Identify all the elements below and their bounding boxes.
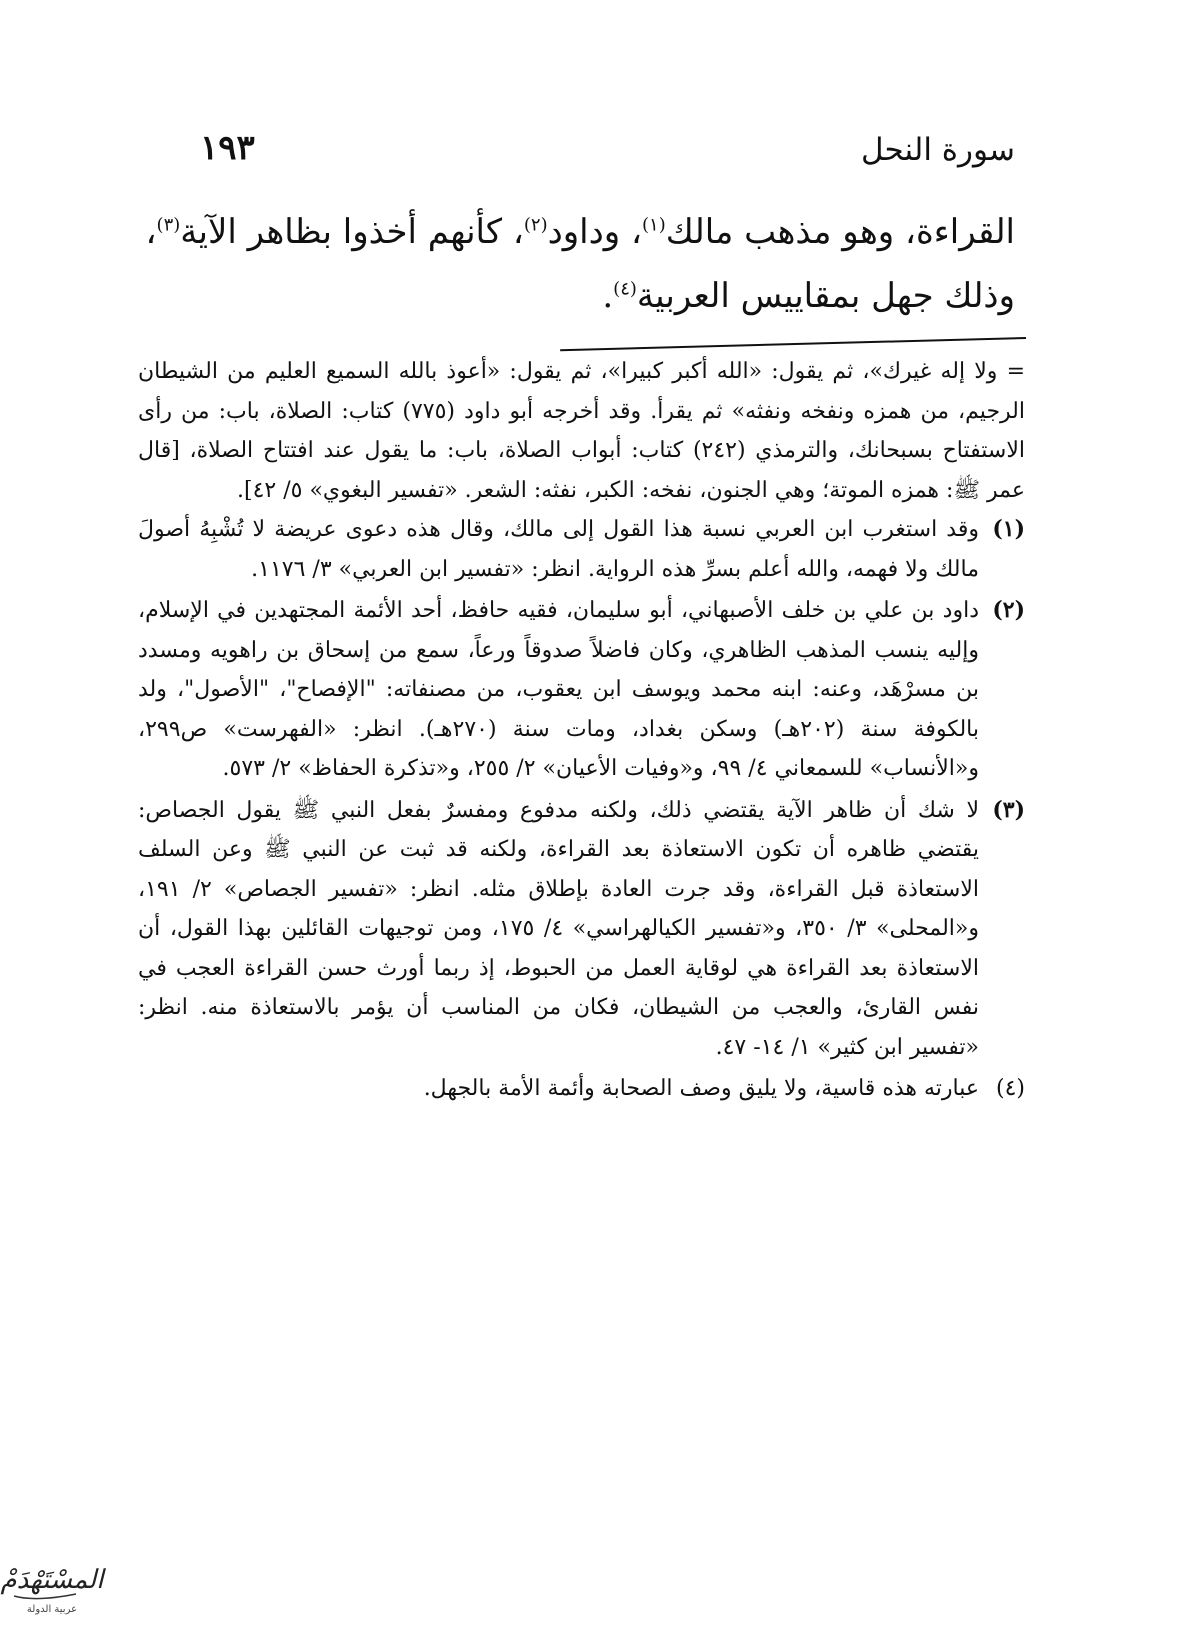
footnote-ref-1[interactable]: (١) xyxy=(641,214,666,236)
svg-text:عربية الدولة: عربية الدولة xyxy=(26,1604,78,1615)
footnote-ref-2[interactable]: (٢) xyxy=(523,214,548,236)
footnote-ref-4[interactable]: (٤) xyxy=(613,278,637,300)
footnote-number: (٣) xyxy=(992,796,1025,823)
footnote-separator xyxy=(560,337,1026,351)
footnote-1 xyxy=(138,510,1025,589)
surah-title: سورة النحل xyxy=(861,132,1015,168)
publisher-logo xyxy=(0,1548,104,1622)
main-line-1: القراءة، وهو مذهب مالك$^{(١)}$، وداود$^{(٢)}$، كأنهم أخذوا بظاهر الآية$^{(٣)}$، xyxy=(145,212,1015,252)
footnote-text: لا شك أن ظاهر الآية يقتضي ذلك، ولكنه مدفوع ومفسرٌ بفعل النبي ﷺ يقول الجصاص: يقتضي ظاهره أن تكون الاستعاذة بعد القراءة، ولكنه قد ثبت عن النبي ﷺ وعن السلف الاستعاذة قبل القراءة، وقد جرت العادة بإطلاق مثله. انظر: «تفسير الجصاص» ٢/ ١٩١، و«المحلى» ٣/ ٣٥٠، و«تفسير الكيالهراسي» ٤/ ١٧٥، ومن توجيهات القائلين بهذا القول، أن الاستعاذة بعد القراءة هي لوقاية العمل من الحبوط، إذ ربما أورث حسن القراءة العجب في نفس القارئ، والعجب من الشيطان، فكان من المناسب أن يؤمر بالاستعاذة منه. انظر: «تفسير ابن كثير» ١/ ١٤- ٤٧. xyxy=(138,797,980,1060)
footnote-number: (١) xyxy=(992,516,1025,542)
main-line-2: وذلك جهل بمقاييس العربية$^{(٤)}$. xyxy=(602,276,1015,316)
svg-text:المسْتَهْدَمْ: المسْتَهْدَمْ xyxy=(0,1565,104,1595)
footnote-text: داود بن علي بن خلف الأصبهاني، أبو سليمان، فقيه حافظ، أحد الأئمة المجتهدين في الإسلام، وإليه ينسب المذهب الظاهري، وكان فاضلاً صدوقاً ورعاً، سمع من إسحاق بن راهويه ومسدد بن مسرْهَد، وعنه: ابنه محمد ويوسف ابن يعقوب، من مصنفاته: "الإفصاح"، "الأصول"، ولد بالكوفة سنة (٢٠٢هـ) وسكن بغداد، ومات سنة (٢٧٠هـ). انظر: «الفهرست» ص٢٩٩، و«الأنساب» للسمعاني ٤/ ٩٩، و«وفيات الأعيان» ٢/ ٢٥٥، و«تذكرة الحفاظ» ٢/ ٥٧٣. xyxy=(138,598,979,781)
footnotes xyxy=(138,352,1025,1109)
main-text xyxy=(140,200,1015,328)
page-header xyxy=(200,128,1015,188)
footnote-text: وقد استغرب ابن العربي نسبة هذا القول إلى مالك، وقال هذه دعوى عريضة لا تُشْبِهُ أصولَ مالك ولا فهمه، والله أعلم بسرِّ هذه الرواية. انظر: «تفسير ابن العربي» ٣/ ١١٧٦. xyxy=(138,517,979,582)
footnote-3 xyxy=(138,791,1025,1068)
page-number: ١٩٣ xyxy=(200,128,255,168)
footnote-text: عبارته هذه قاسية، ولا يليق وصف الصحابة وأئمة الأمة بالجهل. xyxy=(423,1076,979,1101)
footnote-4 xyxy=(138,1069,1025,1109)
footnote-2 xyxy=(138,591,1025,789)
footnote-ref-3[interactable]: (٣) xyxy=(156,214,181,236)
footnote-number: (٤) xyxy=(995,1076,1025,1101)
footnote-number: (٢) xyxy=(992,597,1025,623)
footnote-continuation: = ولا إله غيرك»، ثم يقول: «الله أكبر كبيرا»، ثم يقول: «أعوذ بالله السميع العليم من الشيطان الرجيم، من همزه ونفخه ونفثه» ثم يقرأ. وقد أخرجه أبو داود (٧٧٥) كتاب: الصلاة، باب: من رأى الاستفتاح بسبحانك، والترمذي (٢٤٢) كتاب: أبواب الصلاة، باب: ما يقول عند افتتاح الصلاة، [قال عمر ﷺ: همزه الموتة؛ وهي الجنون، نفخه: الكبر، نفثه: الشعر. «تفسير البغوي» ٥/ ٤٢]. xyxy=(138,359,1025,503)
